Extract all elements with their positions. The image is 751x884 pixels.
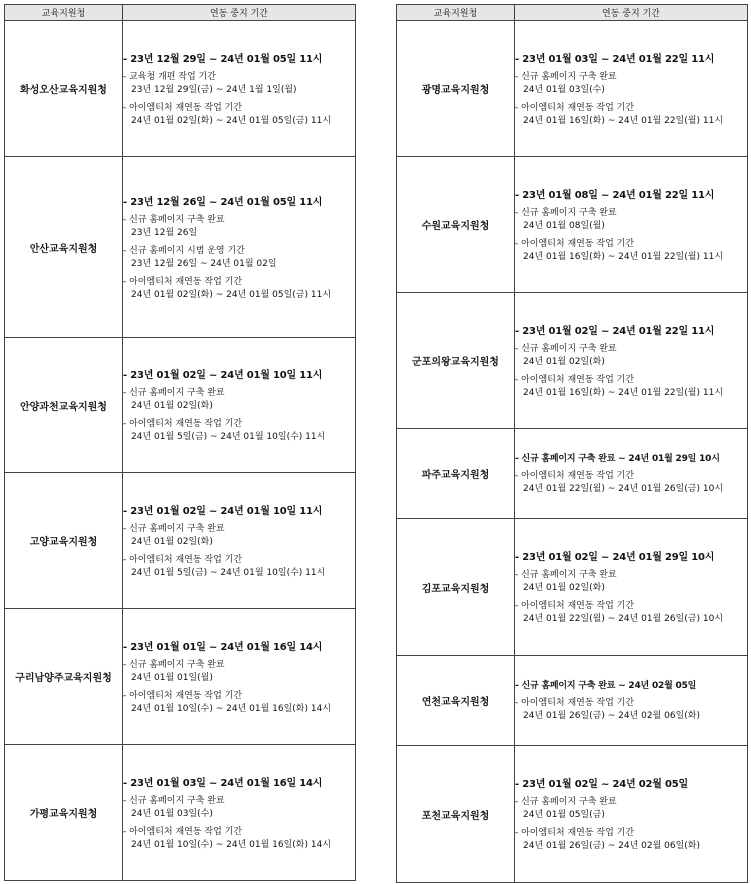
- period-item-label: - 신규 홈페이지 구축 완료: [515, 570, 617, 580]
- header-row: [397, 5, 748, 21]
- period-item-label: - 교육청 개편 작업 기간: [123, 71, 216, 82]
- period-item-value: 24년 01월 26일(금) ~ 24년 02월 06일(화): [523, 711, 701, 721]
- period-item-label: - 신규 홈페이지 구축 완료: [515, 71, 617, 82]
- period-cell: [515, 21, 748, 157]
- period-item-value: 24년 01월 02일(화): [131, 401, 213, 411]
- period-item: [515, 238, 747, 264]
- period-item-label: - 신규 홈페이지 구축 완료: [123, 659, 225, 670]
- office-name-cell: 고양교육지원청: [5, 473, 123, 609]
- table-row: [5, 473, 356, 609]
- office-name-cell: 연천교육지원청: [397, 656, 515, 746]
- table-row: [397, 656, 748, 746]
- period-item: [123, 690, 355, 716]
- period-item: [123, 554, 355, 580]
- office-name-cell: 가평교육지원청: [5, 745, 123, 881]
- right-schedule-table: [396, 4, 748, 883]
- period-title: - 23년 01월 02일 ~ 24년 01월 29일 10시: [515, 552, 715, 563]
- header-office: 교육지원청: [5, 5, 123, 21]
- period-item-value: 24년 01월 02일(화): [131, 536, 213, 547]
- period-item-value: 24년 01월 16일(화) ~ 24년 01월 22일(월) 11시: [523, 115, 724, 126]
- period-item-value: 24년 01월 05일(금): [523, 810, 605, 820]
- office-name-cell: 군포의왕교육지원청: [397, 293, 515, 429]
- period-cell: [123, 157, 356, 338]
- period-cell: [123, 21, 356, 157]
- period-cell: [123, 473, 356, 609]
- period-item-value: 24년 01월 01일(월): [131, 672, 213, 683]
- period-cell: [515, 519, 748, 656]
- office-name-cell: 안양과천교육지원청: [5, 338, 123, 473]
- period-item: [123, 214, 355, 240]
- period-item: [123, 245, 355, 271]
- period-item-label: - 신규 홈페이지 구축 완료: [515, 797, 617, 807]
- period-item-value: 24년 01월 03일(수): [131, 808, 213, 819]
- office-name-cell: 구리남양주교육지원청: [5, 609, 123, 745]
- table-row: [397, 519, 748, 656]
- period-cell: [515, 429, 748, 519]
- table-row: [5, 157, 356, 338]
- period-item-label: - 아이엠티처 재연동 작업 기간: [515, 471, 635, 481]
- table-row: [397, 746, 748, 883]
- period-item: [515, 827, 747, 853]
- period-item: [515, 796, 747, 822]
- period-item-label: - 아이엠티처 재연동 작업 기간: [515, 698, 635, 708]
- period-item-value: 24년 01월 02일(화): [523, 583, 605, 593]
- period-item: [515, 207, 747, 233]
- period-title: - 23년 01월 08일 ~ 24년 01월 22일 11시: [515, 189, 715, 201]
- period-item-label: - 아이엠티처 재연동 작업 기간: [123, 102, 243, 113]
- period-cell: [515, 746, 748, 883]
- office-name-cell: 수원교육지원청: [397, 157, 515, 293]
- period-item-label: - 아이엠티처 재연동 작업 기간: [515, 828, 635, 838]
- period-cell: [515, 293, 748, 429]
- period-cell: [515, 157, 748, 293]
- period-item-value: 24년 01월 22일(월) ~ 24년 01월 26일(금) 10시: [523, 614, 724, 624]
- period-item-value: 24년 01월 5일(금) ~ 24년 01월 10일(수) 11시: [131, 567, 326, 578]
- period-title: - 23년 12월 29일 ~ 24년 01월 05일 11시: [123, 53, 323, 65]
- period-item: [515, 600, 747, 626]
- table-row: [5, 21, 356, 157]
- period-item: [123, 523, 355, 549]
- period-item: [515, 697, 747, 723]
- header-row: [5, 5, 356, 21]
- period-item-value: 24년 01월 5일(금) ~ 24년 01월 10일(수) 11시: [131, 432, 326, 442]
- period-cell: [123, 338, 356, 473]
- period-title: - 23년 01월 02일 ~ 24년 01월 22일 11시: [515, 325, 715, 337]
- period-item-value: 24년 01월 02일(화) ~ 24년 01월 05일(금) 11시: [131, 115, 332, 126]
- period-item: [515, 102, 747, 128]
- period-title: - 23년 01월 01일 ~ 24년 01월 16일 14시: [123, 641, 323, 653]
- period-item-value: 24년 01월 10일(수) ~ 24년 01월 16일(화) 14시: [131, 839, 332, 850]
- period-item-value: 23년 12월 29일(금) ~ 24년 1월 1일(월): [131, 84, 297, 95]
- period-item-label: - 아이엠티처 재연동 작업 기간: [123, 419, 243, 429]
- period-item: [515, 343, 747, 369]
- period-item-label: - 아이엠티처 재연동 작업 기간: [515, 374, 635, 385]
- period-item-label: - 아이엠티처 재연동 작업 기간: [515, 102, 635, 113]
- period-item-label: - 신규 홈페이지 구축 완료: [123, 795, 225, 806]
- office-name-cell: 김포교육지원청: [397, 519, 515, 656]
- period-item-label: - 아이엠티처 재연동 작업 기간: [515, 238, 635, 249]
- period-item: [515, 71, 747, 97]
- table-row: [397, 21, 748, 157]
- period-item: [515, 470, 747, 496]
- period-item: [123, 387, 355, 413]
- period-item: [515, 374, 747, 400]
- left-schedule-table: [4, 4, 356, 881]
- period-item-value: 24년 01월 16일(화) ~ 24년 01월 22일(월) 11시: [523, 251, 724, 262]
- table-row: [397, 157, 748, 293]
- period-item: [123, 659, 355, 685]
- office-name-cell: 파주교육지원청: [397, 429, 515, 519]
- period-item-label: - 아이엠티처 재연동 작업 기간: [123, 826, 243, 837]
- period-item-value: 23년 12월 26일: [131, 227, 198, 238]
- period-item-value: 24년 01월 03일(수): [523, 84, 605, 95]
- header-period: 연동 중지 기간: [123, 5, 356, 21]
- period-item-label: - 아이엠티처 재연동 작업 기간: [123, 276, 243, 287]
- period-item-label: - 신규 홈페이지 구축 완료: [123, 523, 225, 534]
- period-title: - 23년 01월 02일 ~ 24년 01월 10일 11시: [123, 370, 323, 381]
- period-title: - 23년 01월 02일 ~ 24년 02월 05일: [515, 779, 688, 790]
- period-item-label: - 신규 홈페이지 구축 완료: [515, 207, 617, 218]
- period-item-label: - 신규 홈페이지 구축 완료: [123, 214, 225, 225]
- period-item-value: 24년 01월 22일(월) ~ 24년 01월 26일(금) 10시: [523, 484, 724, 494]
- period-item-label: - 아이엠티처 재연동 작업 기간: [123, 690, 243, 701]
- table-row: [397, 293, 748, 429]
- period-item-label: - 신규 홈페이지 시범 운영 기간: [123, 245, 245, 256]
- period-item: [515, 569, 747, 595]
- period-item: [123, 102, 355, 128]
- period-cell: [515, 656, 748, 746]
- period-item-value: 24년 01월 26일(금) ~ 24년 02월 06일(화): [523, 841, 701, 851]
- header-office: 교육지원청: [397, 5, 515, 21]
- period-item: [123, 418, 355, 444]
- period-title: - 23년 01월 02일 ~ 24년 01월 10일 11시: [123, 505, 323, 517]
- period-item-value: 24년 01월 10일(수) ~ 24년 01월 16일(화) 14시: [131, 703, 332, 714]
- period-item-label: - 신규 홈페이지 구축 완료: [123, 388, 225, 398]
- period-title: - 신규 홈페이지 구축 완료 ~ 24년 01월 29일 10시: [515, 454, 720, 464]
- period-item: [123, 71, 355, 97]
- table-row: [397, 429, 748, 519]
- office-name-cell: 포천교육지원청: [397, 746, 515, 883]
- period-item-value: 23년 12월 26일 ~ 24년 01월 02일: [131, 258, 277, 269]
- office-name-cell: 광명교육지원청: [397, 21, 515, 157]
- period-cell: [123, 609, 356, 745]
- period-item-value: 24년 01월 02일(화): [523, 356, 605, 367]
- period-title: - 23년 01월 03일 ~ 24년 01월 22일 11시: [515, 53, 715, 65]
- office-name-cell: 안산교육지원청: [5, 157, 123, 338]
- left-table-body: [5, 21, 356, 881]
- period-title: - 23년 12월 26일 ~ 24년 01월 05일 11시: [123, 196, 323, 208]
- period-item-label: - 아이엠티처 재연동 작업 기간: [123, 554, 243, 565]
- table-row: [5, 745, 356, 881]
- period-cell: [123, 745, 356, 881]
- period-item-value: 24년 01월 16일(화) ~ 24년 01월 22일(월) 11시: [523, 387, 724, 398]
- right-table-body: [397, 21, 748, 883]
- header-period: 연동 중지 기간: [515, 5, 748, 21]
- period-title: - 23년 01월 03일 ~ 24년 01월 16일 14시: [123, 777, 323, 789]
- period-item-value: 24년 01월 02일(화) ~ 24년 01월 05일(금) 11시: [131, 289, 332, 300]
- table-row: [5, 609, 356, 745]
- period-item: [123, 276, 355, 302]
- period-item: [123, 795, 355, 821]
- period-item: [123, 826, 355, 852]
- period-title: - 신규 홈페이지 구축 완료 ~ 24년 02월 05일: [515, 681, 697, 691]
- period-item-label: - 아이엠티처 재연동 작업 기간: [515, 601, 635, 611]
- period-item-value: 24년 01월 08일(월): [523, 220, 605, 231]
- office-name-cell: 화성오산교육지원청: [5, 21, 123, 157]
- period-item-label: - 신규 홈페이지 구축 완료: [515, 343, 617, 354]
- table-row: [5, 338, 356, 473]
